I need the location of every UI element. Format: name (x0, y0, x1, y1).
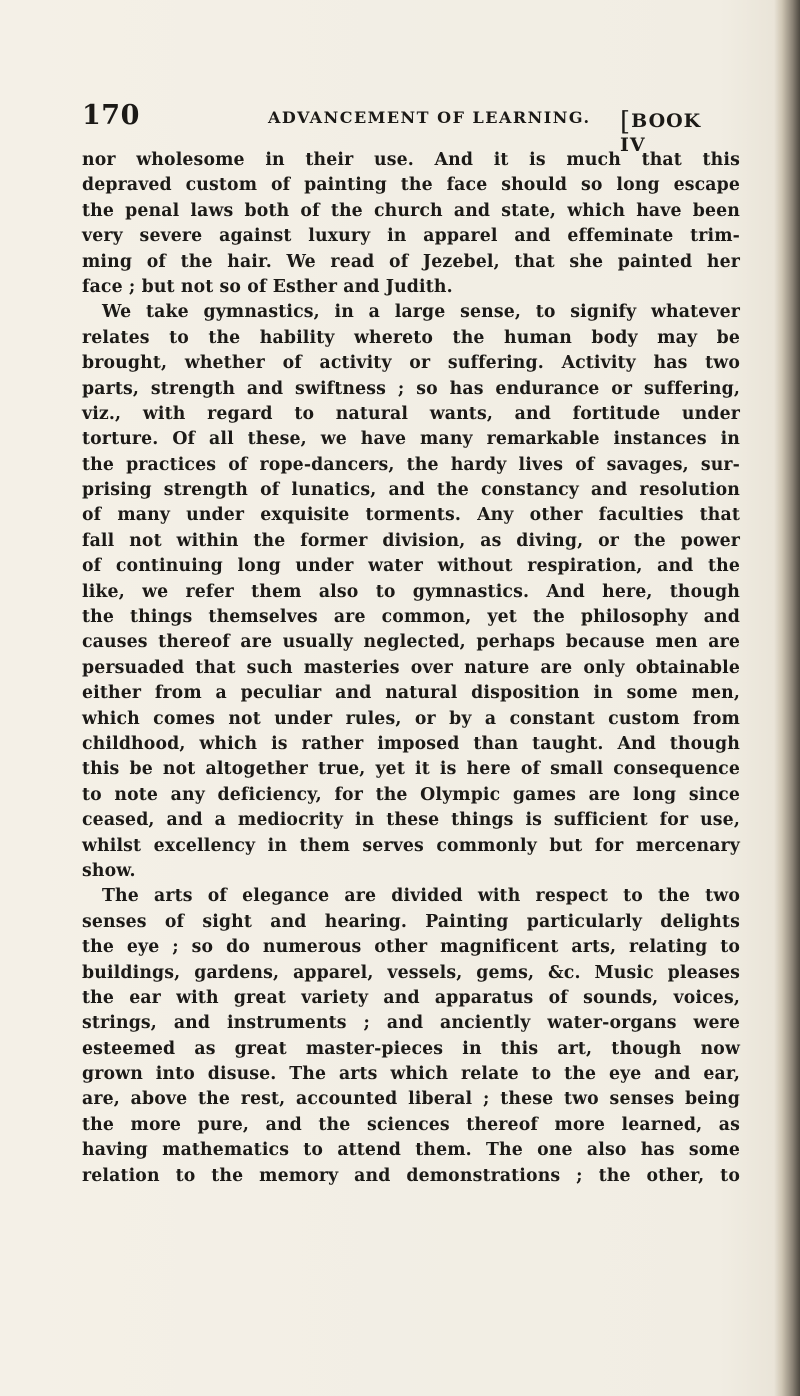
text-line: the penal laws both of the church and state, which have been (82, 200, 740, 221)
text-line: relates to the hability whereto the human body may be (82, 327, 740, 348)
text-line: of continuing long under water without respiration, and the (82, 556, 740, 577)
body-text (82, 148, 740, 1189)
text-line: very severe against luxury in apparel and effeminate trim- (82, 226, 740, 247)
text-line: this be not altogether true, yet it is here of small consequence (82, 759, 740, 780)
text-line: of many under exquisite torments. Any other faculties that (82, 505, 740, 526)
text-line: strings, and instruments ; and anciently water-organs were (82, 1013, 740, 1034)
text-line: parts, strength and swiftness ; so has endurance or suffering, (82, 378, 740, 399)
text-line: are, above the rest, accounted liberal ; these two senses being (82, 1089, 740, 1110)
text-line: relation to the memory and demonstrations ; the other, to (82, 1165, 740, 1186)
text-line: ceased, and a mediocrity in these things is sufficient for use, (82, 810, 740, 831)
text-line: which comes not under rules, or by a constant custom from (82, 708, 740, 729)
text-line: grown into disuse. The arts which relate to the eye and ear, (82, 1064, 740, 1085)
running-title: ADVANCEMENT OF LEARNING. (268, 108, 591, 127)
text-line: the eye ; so do numerous other magnificent arts, relating to (82, 937, 740, 958)
text-line: causes thereof are usually neglected, perhaps because men are (82, 632, 740, 653)
text-line: either from a peculiar and natural disposition in some men, (82, 683, 740, 704)
text-line: esteemed as great master-pieces in this art, though now (82, 1038, 740, 1059)
text-line: having mathematics to attend them. The one also has some (82, 1140, 740, 1161)
text-line: torture. Of all these, we have many remarkable instances in (82, 429, 740, 450)
text-line: the more pure, and the sciences thereof more learned, as (82, 1114, 740, 1135)
text-line: The arts of elegance are divided with respect to the two (102, 886, 740, 907)
text-line: childhood, which is rather imposed than taught. And though (82, 733, 740, 754)
page-header (82, 100, 732, 156)
text-line: the ear with great variety and apparatus of sounds, voices, (82, 987, 740, 1008)
text-line: viz., with regard to natural wants, and fortitude under (82, 403, 740, 424)
text-line: prising strength of lunatics, and the constancy and resolution (82, 480, 740, 501)
text-line: persuaded that such masteries over nature are only obtainable (82, 657, 740, 678)
text-line: ming of the hair. We read of Jezebel, that she painted her (82, 251, 740, 272)
text-line: face ; but not so of Esther and Judith. (82, 276, 453, 297)
text-line: depraved custom of painting the face should so long escape (82, 175, 740, 196)
text-line: to note any deficiency, for the Olympic games are long since (82, 784, 740, 805)
text-line: nor wholesome in their use. And it is much that this (82, 150, 740, 170)
text-line: like, we refer them also to gymnastics. And here, though (82, 581, 740, 602)
page-binding-shadow (774, 0, 800, 1396)
text-line: brought, whether of activity or suffering. Activity has two (82, 353, 740, 374)
text-line: senses of sight and hearing. Painting particularly delights (82, 911, 740, 932)
book-label-text: BOOK IV (620, 110, 702, 156)
text-line: fall not within the former division, as diving, or the power (82, 530, 740, 551)
text-line: the things themselves are common, yet the philosophy and (82, 607, 740, 628)
bracket-glyph: [ (620, 107, 632, 137)
text-line: whilst excellency in them serves commonly but for mercenary (82, 835, 740, 856)
page-number: 170 (82, 100, 140, 131)
text-line: We take gymnastics, in a large sense, to signify whatever (102, 302, 740, 323)
text-line: the practices of rope-dancers, the hardy lives of savages, sur- (82, 454, 740, 475)
text-line: show. (82, 860, 136, 881)
text-line: buildings, gardens, apparel, vessels, gems, &c. Music pleases (82, 962, 740, 983)
